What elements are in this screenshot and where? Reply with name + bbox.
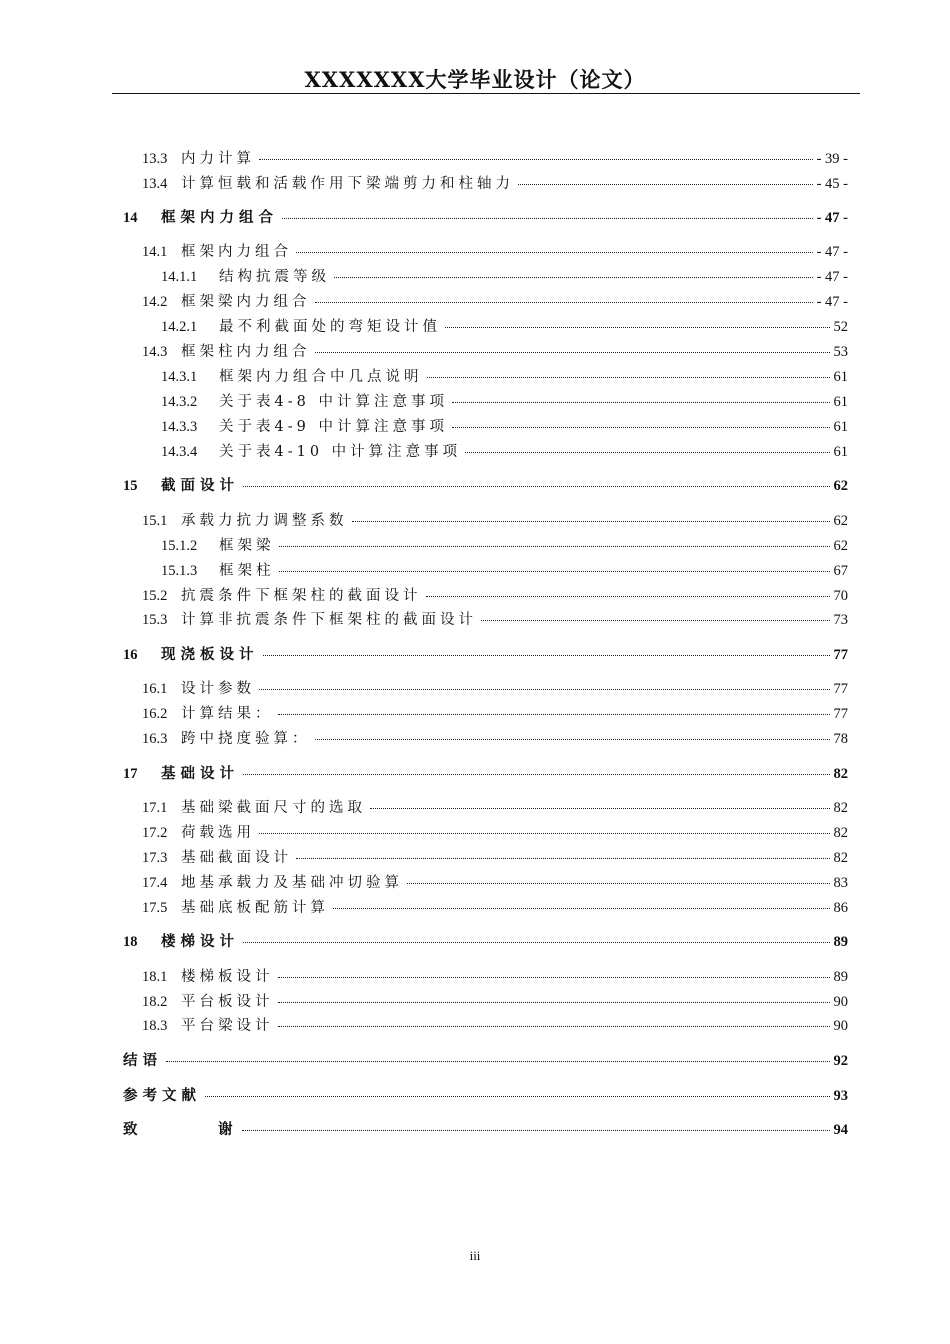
toc-entry-conclusion[interactable] (123, 1049, 848, 1069)
toc-entry-title: 谢 (218, 1121, 238, 1138)
toc-entry-title: 楼梯设计 (161, 933, 239, 950)
toc-entry-16-2[interactable] (142, 702, 848, 722)
toc-entry-15[interactable] (123, 474, 848, 494)
toc-entry-title: 基础设计 (161, 765, 239, 782)
dot-leader (370, 794, 830, 809)
dot-leader (278, 700, 830, 715)
toc-entry-page: 78 (833, 731, 848, 747)
toc-entry-17-2[interactable] (142, 821, 848, 841)
toc-entry-title: 结构抗震等级 (219, 269, 330, 285)
toc-entry-page: 62 (833, 513, 848, 529)
dot-leader (315, 725, 830, 740)
toc-entry-page: 89 (833, 969, 848, 985)
toc-entry-number: 17.2 (142, 825, 168, 841)
dot-leader (445, 313, 830, 328)
dot-leader (243, 760, 830, 775)
toc-entry-number: 17.5 (142, 900, 168, 916)
dot-leader (352, 507, 830, 522)
toc-entry-page: - 47 - (816, 244, 848, 260)
dot-leader (315, 338, 830, 353)
toc-entry-page: - 47 - (816, 294, 848, 310)
toc-entry-number: 18.2 (142, 994, 168, 1010)
toc-entry-number: 14.2.1 (161, 319, 198, 335)
dot-leader (333, 894, 830, 909)
toc-entry-15-2[interactable] (142, 584, 848, 604)
toc-entry-18-2[interactable] (142, 990, 848, 1010)
toc-entry-acknowledgements[interactable] (123, 1118, 848, 1138)
toc-entry-title: 地基承载力及基础冲切验算 (181, 875, 403, 891)
toc-entry-page: 70 (833, 588, 848, 604)
dot-leader (243, 928, 830, 943)
toc-entry-title: 现浇板设计 (161, 646, 259, 663)
toc-entry-page: 52 (833, 319, 848, 335)
page-number: iii (469, 1248, 481, 1263)
dot-leader (279, 532, 830, 547)
toc-entry-page: 77 (833, 706, 848, 722)
toc-entry-page: 77 (833, 647, 848, 663)
toc-entry-number: 16.2 (142, 706, 168, 722)
toc-entry-page: - 47 - (816, 210, 848, 226)
toc-entry-17-4[interactable] (142, 871, 848, 891)
dot-leader (243, 472, 830, 487)
toc-entry-title: 关于表4-9 中计算注意事项 (219, 419, 448, 435)
toc-entry-number: 17.1 (142, 800, 168, 816)
toc-entry-number: 14.1 (142, 244, 168, 260)
toc-entry-page: 82 (833, 825, 848, 841)
dot-leader (166, 1047, 830, 1062)
toc-entry-16-1[interactable] (142, 677, 848, 697)
toc-entry-page: 73 (833, 612, 848, 628)
toc-entry-13-3[interactable] (142, 147, 848, 167)
dot-leader (296, 844, 830, 859)
toc-entry-15-1-2[interactable] (161, 534, 848, 554)
toc-entry-14-3[interactable] (142, 340, 848, 360)
toc-entry-title: 截面设计 (161, 477, 239, 494)
toc-entry-14-1-1[interactable] (161, 265, 848, 285)
toc-entry-number: 17.3 (142, 850, 168, 866)
toc-entry-page: 82 (833, 850, 848, 866)
toc-entry-17-5[interactable] (142, 896, 848, 916)
dot-leader (315, 288, 813, 303)
toc-entry-references[interactable] (123, 1084, 848, 1104)
toc-entry-number: 14 (123, 210, 138, 226)
toc-entry-title: 框架内力组合中几点说明 (219, 369, 423, 385)
toc-entry-title: 框架柱 (219, 563, 275, 579)
toc-entry-number: 14.3.2 (161, 394, 198, 410)
toc-entry-13-4[interactable] (142, 172, 848, 192)
dot-leader (481, 606, 830, 621)
toc-entry-page: 53 (833, 344, 848, 360)
toc-entry-17[interactable] (123, 762, 848, 782)
toc-entry-number: 15 (123, 478, 138, 494)
toc-entry-title: 基础底板配筋计算 (181, 900, 329, 916)
toc-entry-title: 荷载选用 (181, 825, 255, 841)
dot-leader (518, 170, 813, 185)
toc-entry-number: 14.1.1 (161, 269, 198, 285)
toc-entry-title: 最不利截面处的弯矩设计值 (219, 319, 441, 335)
toc-entry-page: 61 (833, 419, 848, 435)
page-header-title: XXXXXXX大学毕业设计（论文） (304, 67, 646, 92)
toc-entry-number: 15.3 (142, 612, 168, 628)
toc-entry-number: 14.3.1 (161, 369, 198, 385)
dot-leader (242, 1116, 830, 1131)
toc-entry-number: 13.4 (142, 176, 168, 192)
dot-leader (296, 238, 813, 253)
toc-entry-18-3[interactable] (142, 1014, 848, 1034)
toc-entry-18[interactable] (123, 930, 848, 950)
toc-entry-number: 18.3 (142, 1018, 168, 1034)
header-rule (112, 93, 860, 94)
toc-entry-title: 结语 (123, 1052, 162, 1069)
toc-entry-number: 14.2 (142, 294, 168, 310)
toc-entry-page: 92 (833, 1053, 848, 1069)
toc-entry-title: 关于表4-8 中计算注意事项 (219, 394, 448, 410)
toc-entry-14-2[interactable] (142, 290, 848, 310)
dot-leader (259, 675, 830, 690)
toc-entry-title: 框架梁 (219, 538, 275, 554)
toc-entry-title: 计算恒载和活载作用下梁端剪力和柱轴力 (181, 176, 514, 192)
toc-entry-number: 13.3 (142, 151, 168, 167)
dot-leader (259, 145, 813, 160)
toc-entry-14-3-2[interactable] (161, 390, 848, 410)
toc-entry-title: 楼梯板设计 (181, 969, 274, 985)
toc-entry-number: 17.4 (142, 875, 168, 891)
dot-leader (452, 388, 830, 403)
dot-leader (334, 263, 813, 278)
dot-leader (282, 204, 813, 219)
toc-entry-number: 14.3 (142, 344, 168, 360)
toc-entry-title: 关于表4-10 中计算注意事项 (219, 444, 462, 460)
toc-entry-page: 62 (833, 478, 848, 494)
dot-leader (263, 641, 830, 656)
toc-entry-page: 86 (833, 900, 848, 916)
dot-leader (465, 438, 829, 453)
toc-entry-title: 框架梁内力组合 (181, 294, 311, 310)
dot-leader (452, 413, 830, 428)
dot-leader (407, 869, 830, 884)
dot-leader (426, 582, 830, 597)
toc-entry-page: 93 (833, 1088, 848, 1104)
toc-entry-14-3-4[interactable] (161, 440, 848, 460)
dot-leader (278, 1012, 830, 1027)
toc-entry-title: 设计参数 (181, 681, 255, 697)
toc-entry-title: 框架内力组合 (181, 244, 292, 260)
toc-entry-14[interactable] (123, 206, 848, 226)
toc-entry-number: 16 (123, 647, 138, 663)
toc-entry-page: 82 (833, 800, 848, 816)
toc-entry-18-1[interactable] (142, 965, 848, 985)
toc-entry-15-1-3[interactable] (161, 559, 848, 579)
toc-entry-number: 16.3 (142, 731, 168, 747)
toc-entry-title: 基础截面设计 (181, 850, 292, 866)
toc-entry-number: 15.1.2 (161, 538, 198, 554)
dot-leader (278, 963, 830, 978)
toc-entry-title: 基础梁截面尺寸的选取 (181, 800, 366, 816)
toc-entry-number: 致 (123, 1122, 138, 1138)
toc-entry-title: 承载力抗力调整系数 (181, 513, 348, 529)
toc-entry-16-3[interactable] (142, 727, 848, 747)
toc-entry-title: 框架柱内力组合 (181, 344, 311, 360)
toc-entry-title: 计算非抗震条件下框架柱的截面设计 (181, 612, 477, 628)
toc-entry-number: 16.1 (142, 681, 168, 697)
toc-entry-14-3-1[interactable] (161, 365, 848, 385)
toc-entry-title: 框架内力组合 (161, 209, 278, 226)
dot-leader (427, 363, 830, 378)
toc-entry-number: 14.3.4 (161, 444, 198, 460)
toc-entry-page: - 47 - (816, 269, 848, 285)
toc-entry-title: 内力计算 (181, 151, 255, 167)
toc-entry-15-1[interactable] (142, 509, 848, 529)
toc-entry-title: 计算结果： (181, 706, 274, 722)
toc-entry-number: 18 (123, 934, 138, 950)
toc-entry-title: 跨中挠度验算： (181, 731, 311, 747)
toc-entry-page: - 45 - (816, 176, 848, 192)
dot-leader (279, 557, 830, 572)
toc-entry-page: 61 (833, 444, 848, 460)
toc-entry-number: 14.3.3 (161, 419, 198, 435)
dot-leader (259, 819, 830, 834)
toc-entry-title: 平台梁设计 (181, 1018, 274, 1034)
toc-entry-14-3-3[interactable] (161, 415, 848, 435)
toc-entry-17-3[interactable] (142, 846, 848, 866)
toc-entry-page: 82 (833, 766, 848, 782)
dot-leader (278, 988, 830, 1003)
toc-entry-page: 61 (833, 394, 848, 410)
toc-entry-14-2-1[interactable] (161, 315, 848, 335)
toc-entry-16[interactable] (123, 643, 848, 663)
dot-leader (205, 1082, 830, 1097)
toc-entry-page: - 39 - (816, 151, 848, 167)
toc-entry-page: 90 (833, 1018, 848, 1034)
toc-entry-17-1[interactable] (142, 796, 848, 816)
toc-entry-page: 83 (833, 875, 848, 891)
toc-entry-page: 61 (833, 369, 848, 385)
toc-entry-page: 89 (833, 934, 848, 950)
toc-entry-page: 67 (833, 563, 848, 579)
toc-entry-number: 18.1 (142, 969, 168, 985)
toc-entry-title: 平台板设计 (181, 994, 274, 1010)
toc-entry-page: 90 (833, 994, 848, 1010)
toc-entry-number: 15.1.3 (161, 563, 198, 579)
toc-entry-number: 15.2 (142, 588, 168, 604)
toc-entry-number: 17 (123, 766, 138, 782)
toc-entry-title: 抗震条件下框架柱的截面设计 (181, 588, 422, 604)
toc-entry-page: 62 (833, 538, 848, 554)
toc-entry-14-1[interactable] (142, 240, 848, 260)
toc-entry-page: 77 (833, 681, 848, 697)
toc-entry-title: 参考文献 (123, 1087, 201, 1104)
toc-entry-15-3[interactable] (142, 608, 848, 628)
toc-entry-number: 15.1 (142, 513, 168, 529)
toc-entry-page: 94 (833, 1122, 848, 1138)
